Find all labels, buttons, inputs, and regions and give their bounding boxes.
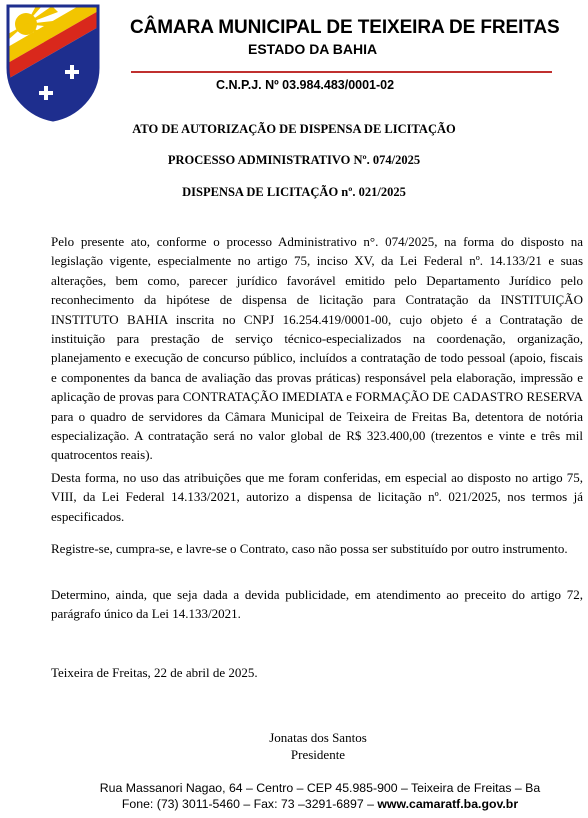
- letterhead: [0, 0, 588, 110]
- cnpj-number: C.N.P.J. Nº 03.984.483/0001-02: [216, 78, 395, 92]
- footer-address: Rua Massanori Nagao, 64 – Centro – CEP 45.985-900 – Teixeira de Freitas – Ba: [99, 781, 541, 795]
- body-paragraph-3: Registre-se, cumpra-se, e lavre-se o Contrato, caso não possa ser substituído por outro instrumento.: [51, 541, 568, 556]
- act-title: ATO DE AUTORIZAÇÃO DE DISPENSA DE LICITAÇÃO: [132, 122, 456, 136]
- date-line: Teixeira de Freitas, 22 de abril de 2025.: [51, 665, 258, 680]
- body-paragraph-4: Determino, ainda, que seja dada a devida publicidade, em atendimento ao preceito do artigo 72, parágrafo único da Lei 14.133/2021.: [51, 587, 583, 622]
- header-divider: [131, 71, 552, 73]
- signature-block: [200, 729, 436, 763]
- chamber-name: CÂMARA MUNICIPAL DE TEIXEIRA DE FREITAS: [130, 17, 560, 38]
- municipal-crest-logo: [6, 4, 100, 122]
- process-number: PROCESSO ADMINISTRATIVO Nº. 074/2025: [167, 153, 421, 167]
- signatory-name: Jonatas dos Santos: [269, 730, 367, 745]
- signatory-role: Presidente: [290, 747, 346, 762]
- footer-website-link[interactable]: www.camaratf.ba.gov.br: [377, 797, 519, 811]
- footer: [60, 780, 580, 812]
- body-paragraph-2: Desta forma, no uso das atribuições que me foram conferidas, em especial ao disposto no artigo 75, VIII, da Lei Federal 14.133/2021, autorizo a dispensa de licitação nº. 021/2025, nos termos já especificados.: [51, 470, 583, 524]
- body-paragraph-1: Pelo presente ato, conforme o processo Administrativo n°. 074/2025, na forma do disposto na legislação vigente, especialmente no artigo 75, inciso XV, da Lei Federal nº. 14.133/21 e suas alterações, bem como, parecer jurídico favorável emitido pelo Departamento Jurídico pelo reconhecimento da hipótese de dispensa de licitação para Contratação da INSTITUIÇÃO INSTITUTO BAHIA inscrita no CNPJ 16.254.419/0001-00, cujo objeto é a Contratação de instituição para prestação de serviço técnico-especializados na coordenação, organização, planejamento e execução de concurso público, incluídos a contratação de todo pessoal (apoio, fiscais e componentes da banca de avaliação das provas práticas) responsável pela elaboração, impressão e aplicação de provas para CONTRATAÇÃO IMEDIATA e FORMAÇÃO DE CADASTRO RESERVA para o quadro de servidores da Câmara Municipal de Teixeira de Freitas Ba, detentora de notória especialização. A contratação será no valor global de R$ 323.400,00 (trezentos e vinte e três mil quatrocentos reais).: [51, 234, 583, 463]
- footer-contacts: [60, 796, 580, 812]
- waiver-number: DISPENSA DE LICITAÇÃO nº. 021/2025: [182, 185, 406, 199]
- state-name: ESTADO DA BAHIA: [248, 41, 378, 57]
- footer-phone-fax: Fone: (73) 3011-5460 – Fax: 73 –3291-6897 –: [121, 797, 378, 811]
